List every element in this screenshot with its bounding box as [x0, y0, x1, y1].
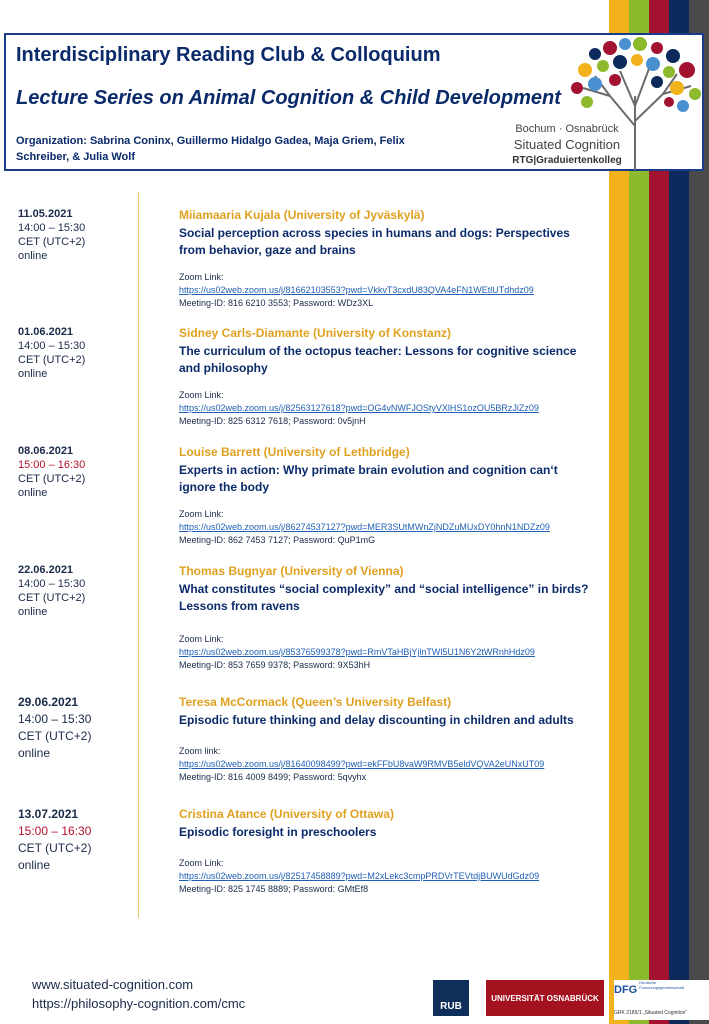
dfg-grant-text: GRK 2185/1 „Situated Cognition“	[614, 1010, 688, 1016]
zoom-link[interactable]: https://us02web.zoom.us/j/86274537127?pwd=MER3SUtMWnZjNDZuMUxDY0hnN1NDZz09	[179, 522, 550, 532]
page-title: Interdisciplinary Reading Club & Colloquium	[16, 44, 441, 66]
event-speaker: Louise Barrett (University of Lethbridge)	[179, 445, 410, 459]
event-speaker: Miiamaaria Kujala (University of Jyväskylä)	[179, 208, 425, 222]
event-speaker: Teresa McCormack (Queen’s University Belfast)	[179, 695, 452, 709]
event-info	[179, 694, 589, 784]
event-info	[179, 806, 589, 896]
zoom-link[interactable]: https://us02web.zoom.us/j/85376599378?pwd=RmVTaHBjYjlnTWl5U1N6Y2tWRnhHdz09	[179, 647, 535, 657]
zoom-link[interactable]: https://us02web.zoom.us/j/81662103553?pwd=VkkvT3cxdU83QVA4eFN1WEtlUTdhdz09	[179, 285, 534, 295]
dfg-logo-mark: DFG	[614, 984, 638, 996]
event-mode: online	[18, 250, 48, 262]
zoom-label: Zoom Link:	[179, 634, 224, 644]
zoom-link[interactable]: https://us02web.zoom.us/j/82563127618?pwd=OG4vNWFJOStyVXlHS1ozOU5BRzJiZz09	[179, 403, 539, 413]
website-link-cmc[interactable]: https://philosophy-cognition.com/cmc	[32, 996, 246, 1011]
event-timezone: CET (UTC+2)	[18, 473, 86, 485]
event-timezone: CET (UTC+2)	[18, 354, 86, 366]
event-time: 15:00 – 16:30	[18, 824, 92, 838]
event-date: 11.05.2021	[18, 208, 73, 220]
event-date: 13.07.2021	[18, 807, 79, 821]
zoom-label: Zoom link:	[179, 746, 221, 756]
event-date-block	[18, 806, 133, 874]
event-timezone: CET (UTC+2)	[18, 729, 92, 743]
rub-logo: RUB	[433, 980, 469, 1016]
event-zoom	[179, 271, 589, 310]
event-mode: online	[18, 858, 51, 872]
logo-rtg: RTG|Graduiertenkolleg	[512, 155, 622, 166]
tree-logo-icon	[565, 36, 705, 170]
event-zoom	[179, 508, 589, 547]
event-info	[179, 444, 589, 547]
event-talk-title: Episodic future thinking and delay discounting in children and adults	[179, 713, 574, 727]
meeting-info: Meeting-ID: 825 1745 8889; Password: GMtEf8	[179, 884, 369, 894]
event-timezone: CET (UTC+2)	[18, 592, 86, 604]
meeting-info: Meeting-ID: 853 7659 9378; Password: 9X53hH	[179, 660, 371, 670]
dfg-logo	[614, 980, 709, 1020]
event-date-block	[18, 207, 133, 263]
event-zoom	[179, 745, 589, 784]
event-date-block	[18, 325, 133, 381]
event-mode: online	[18, 368, 48, 380]
logo-cities: Bochum · Osnabrück	[515, 123, 619, 135]
event-talk-title: Experts in action: Why primate brain evolution and cognition can‘t ignore the body	[179, 463, 558, 494]
event-info	[179, 325, 589, 428]
event-talk-title: Social perception across species in humans and dogs: Perspectives from behavior, gaze and brains	[179, 226, 570, 257]
event-time: 14:00 – 15:30	[18, 712, 92, 726]
event-info	[179, 563, 589, 672]
page-subtitle: Lecture Series on Animal Cognition & Child Development	[16, 87, 561, 109]
zoom-label: Zoom Link:	[179, 272, 224, 282]
event-timezone: CET (UTC+2)	[18, 841, 92, 855]
website-link[interactable]: www.situated-cognition.com	[32, 977, 194, 992]
zoom-link[interactable]: https://us02web.zoom.us/j/81640098499?pwd=ekFFbU8vaW9RMVB5eldVQVA2eUNxUT09	[179, 759, 545, 769]
zoom-label: Zoom Link:	[179, 509, 224, 519]
event-speaker: Cristina Atance (University of Ottawa)	[179, 807, 394, 821]
zoom-label: Zoom Link:	[179, 390, 224, 400]
event-mode: online	[18, 487, 48, 499]
event-date: 08.06.2021	[18, 445, 74, 457]
event-speaker: Sidney Carls-Diamante (University of Konstanz)	[179, 326, 452, 340]
event-date-block	[18, 563, 133, 619]
event-date: 01.06.2021	[18, 326, 74, 338]
event-date-block	[18, 694, 133, 762]
event-talk-title: Episodic foresight in preschoolers	[179, 825, 377, 839]
event-talk-title: The curriculum of the octopus teacher: Lessons for cognitive science and philosophy	[179, 344, 577, 375]
dfg-logo-sub: Deutsche Forschungsgemeinschaft	[639, 980, 684, 990]
organizers: Organization: Sabrina Coninx, Guillermo Hidalgo Gadea, Maja Griem, Felix Schreiber, & Julia Wolf	[16, 135, 405, 163]
event-mode: online	[18, 606, 48, 618]
event-zoom	[179, 633, 589, 672]
meeting-info: Meeting-ID: 816 4009 8499; Password: 5qvyhx	[179, 772, 367, 782]
footer-links	[32, 975, 245, 1013]
event-talk-title: What constitutes “social complexity” and “social intelligence” in birds? Lessons from ravens	[179, 582, 589, 613]
meeting-info: Meeting-ID: 862 7453 7127; Password: QuP1mG	[179, 535, 376, 545]
event-date-block	[18, 444, 133, 500]
event-speaker: Thomas Bugnyar (University of Vienna)	[179, 564, 404, 578]
event-time: 14:00 – 15:30	[18, 340, 86, 352]
event-time: 14:00 – 15:30	[18, 222, 86, 234]
event-time: 15:00 – 16:30	[18, 459, 86, 471]
event-date: 22.06.2021	[18, 564, 74, 576]
meeting-info: Meeting-ID: 816 6210 3553; Password: WDz3XL	[179, 298, 374, 308]
event-mode: online	[18, 746, 51, 760]
zoom-link[interactable]: https://us02web.zoom.us/j/82517458889?pwd=M2xLekc3cmpPRDVrTEVtdjBUWUdGdz09	[179, 871, 540, 881]
event-info	[179, 207, 589, 310]
timeline-divider	[138, 192, 139, 918]
logo-name: Situated Cognition	[513, 137, 621, 152]
osnabrueck-logo: UNIVERSITÄT OSNABRÜCK	[486, 980, 604, 1016]
zoom-label: Zoom Link:	[179, 858, 224, 868]
meeting-info: Meeting-ID: 825 6312 7618; Password: 0v5jnH	[179, 416, 366, 426]
event-time: 14:00 – 15:30	[18, 578, 86, 590]
event-timezone: CET (UTC+2)	[18, 236, 86, 248]
event-zoom	[179, 389, 589, 428]
event-date: 29.06.2021	[18, 695, 79, 709]
event-zoom	[179, 857, 589, 896]
